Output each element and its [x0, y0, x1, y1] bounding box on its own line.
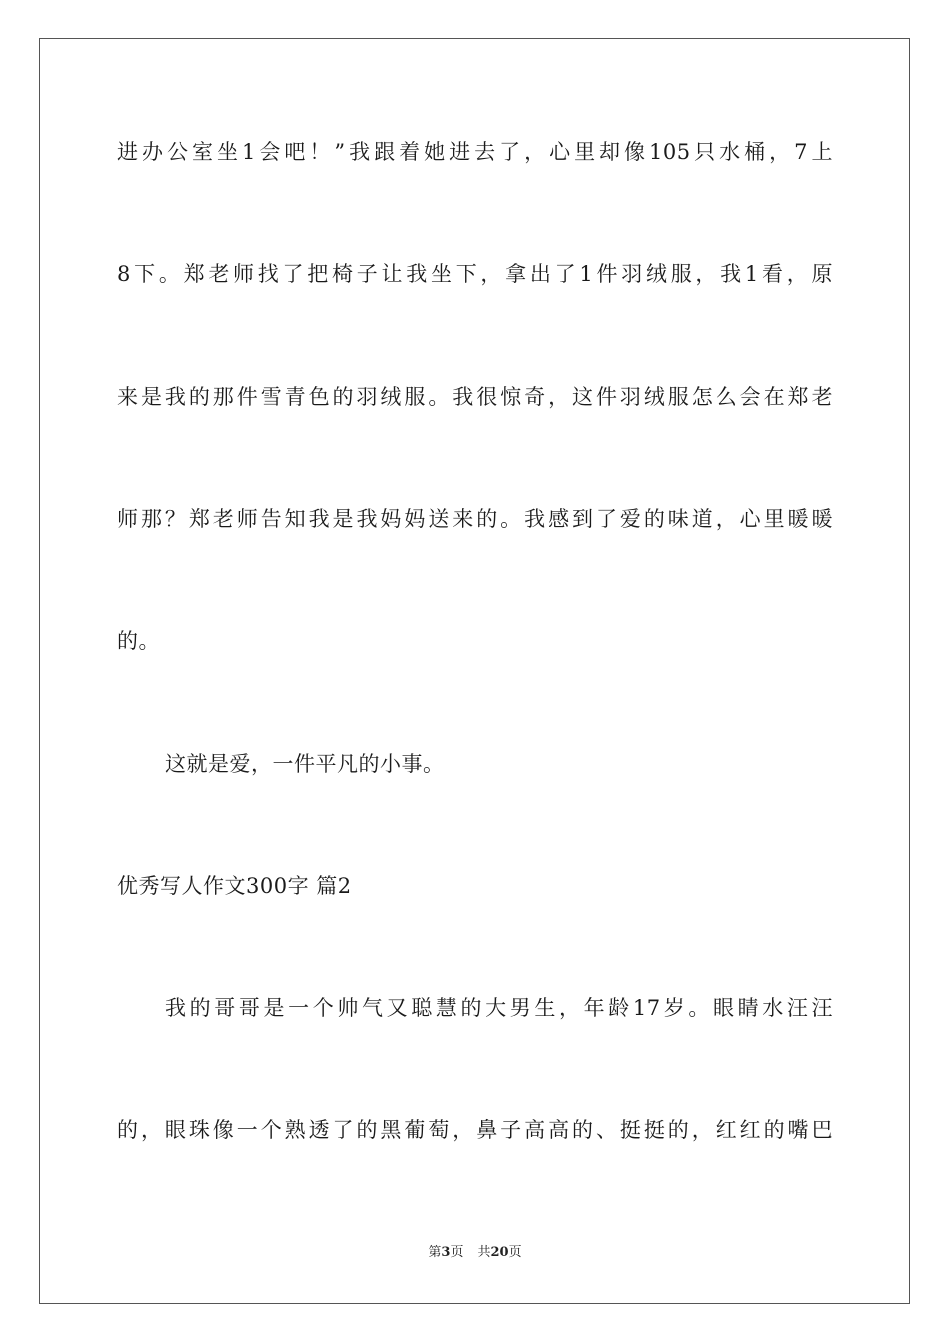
page-current: 3 — [441, 1245, 451, 1260]
section-heading: 优秀写人作文300字 篇2 — [117, 874, 352, 898]
total-suffix: 页 — [508, 1245, 522, 1260]
body-line-5: 的。 — [117, 629, 160, 653]
page-suffix: 页 — [450, 1245, 464, 1260]
body-line-2: 8下。郑老师找了把椅子让我坐下，拿出了1件羽绒服，我1看，原 — [117, 262, 833, 286]
body-line-3: 来是我的那件雪青色的羽绒服。我很惊奇，这件羽绒服怎么会在郑老 — [117, 385, 833, 409]
body-line-1: 进办公室坐1会吧！”我跟着她进去了，心里却像105只水桶，7上 — [117, 140, 833, 164]
page-footer — [0, 1244, 950, 1262]
body-line-9: 的，眼珠像一个熟透了的黑葡萄，鼻子高高的、挺挺的，红红的嘴巴 — [117, 1118, 833, 1142]
total-prefix: 共 — [477, 1245, 491, 1260]
body-line-4: 师那？郑老师告知我是我妈妈送来的。我感到了爱的味道，心里暖暖 — [117, 507, 833, 531]
paragraph-summary: 这就是爱，一件平凡的小事。 — [165, 752, 445, 776]
body-line-8: 我的哥哥是一个帅气又聪慧的大男生，年龄17岁。眼睛水汪汪 — [165, 996, 833, 1020]
page-total: 20 — [490, 1245, 509, 1260]
page-prefix: 第 — [428, 1245, 442, 1260]
page-border — [39, 38, 910, 1304]
